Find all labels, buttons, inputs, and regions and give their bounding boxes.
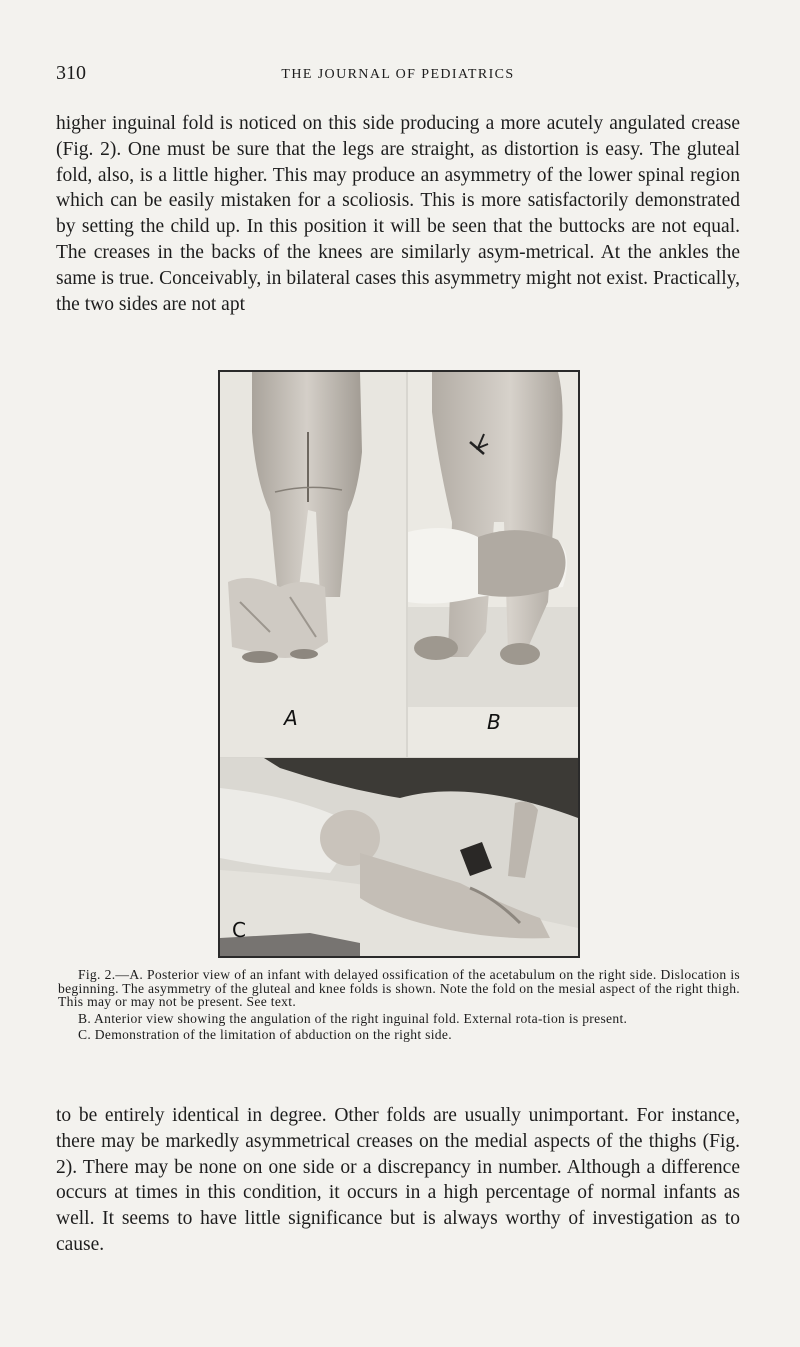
figure-caption [58, 968, 740, 1042]
infant-anterior-view-illustration [408, 372, 578, 757]
figure-2 [218, 370, 580, 958]
journal-title: THE JOURNAL OF PEDIATRICS [281, 67, 515, 82]
body-paragraph-bottom: to be entirely identical in degree. Other folds are usually unimportant. For instance, there may be markedly asymmetrical creases on the medial aspects of the thighs (Fig. 2). There may be none on one side or a discrepancy in number. Although a difference occurs at times in this condition, it occurs in a high percentage of normal infants as well. It seems to have little significance but is always worthy of investigation as to cause. [56, 1105, 740, 1255]
infant-abduction-test-illustration [220, 758, 578, 956]
figure-panel-a-photo [220, 372, 406, 757]
caption-part-a: Fig. 2.—A. Posterior view of an infant with delayed ossification of the acetabulum on the right side. Dislocation is beginning. The asymmetry of the gluteal and knee folds is shown. Note the fold on the mesial aspect of the right thigh. This may or may not be present. See text. [58, 967, 740, 1009]
panel-label-a: A [284, 706, 298, 730]
infant-posterior-view-illustration [220, 372, 406, 757]
figure-panel-b-photo [408, 372, 578, 757]
running-header [56, 62, 740, 92]
caption-part-b: B. Anterior view showing the angulation of the right inguinal fold. External rota-tion is present. [78, 1010, 628, 1026]
page-number: 310 [56, 62, 86, 84]
body-paragraph-top: higher inguinal fold is noticed on this side producing a more acutely angulated crease (Fig. 2). One must be sure that the legs are straight, as distortion is easy. The gluteal fold, also, is a little higher. This may produce an asymmetry of the lower spinal region which can be easily mistaken for a scoliosis. This is more satisfactorily demonstrated by setting the child up. In this position it will be seen that the buttocks are not equal. The creases in the backs of the knees are similarly asym-metrical. At the ankles the same is true. Conceivably, in bilateral cases this asymmetry might not exist. Practically, the two sides are not apt [56, 113, 740, 315]
caption-part-c: C. Demonstration of the limitation of abduction on the right side. [78, 1027, 452, 1042]
figure-panel-c-photo [220, 758, 578, 956]
panel-label-b: B [487, 710, 501, 734]
panel-label-c: C [232, 918, 246, 942]
